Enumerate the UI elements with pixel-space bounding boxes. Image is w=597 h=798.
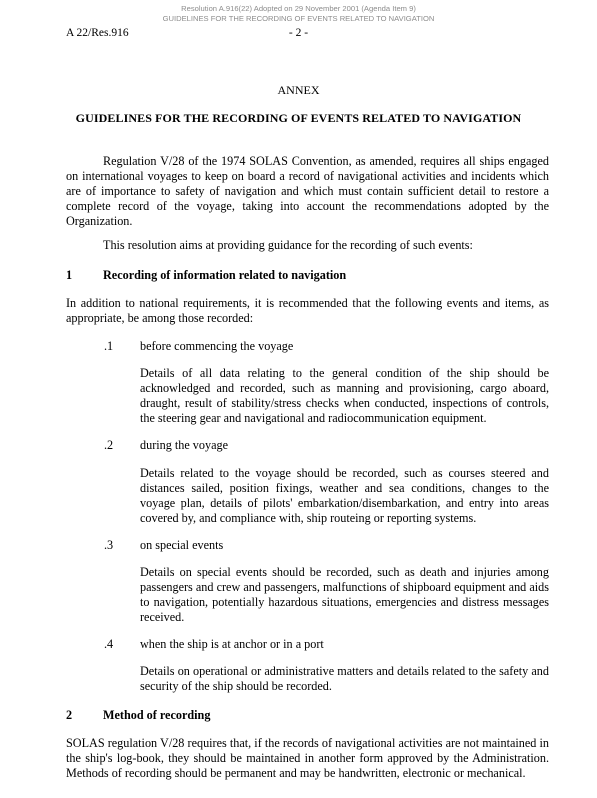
section-1-intro: In addition to national requirements, it is recommended that the following events and items, as appropriate, be among those recorded:	[66, 296, 549, 325]
item-1-title: before commencing the voyage	[140, 339, 294, 353]
section-2-number: 2	[66, 708, 73, 722]
page-number: - 2 -	[288, 27, 309, 39]
header-resolution-line: Resolution A.916(22) Adopted on 29 November 2001 (Agenda Item 9)	[181, 4, 416, 13]
item-3-text: Details on special events should be recorded, such as death and injuries among passengers and crew and passengers, malfunctions of shipboard equipment and aids to navigation, potentially hazardous situations, emergencies and distress messages received.	[140, 565, 549, 624]
section-2-heading: Method of recording	[103, 708, 211, 722]
item-4-number: .4	[104, 637, 114, 651]
item-1-number: .1	[104, 339, 114, 353]
item-2-number: .2	[104, 438, 114, 452]
item-1-text: Details of all data relating to the general condition of the ship should be acknowledged and recorded, such as manning and provisioning, cargo aboard, draught, result of stability/stress checks when conducted, inspections of controls, the steering gear and navigational and radiocommunication equipment.	[140, 366, 549, 425]
item-4-title: when the ship is at anchor or in a port	[140, 637, 324, 651]
intro-paragraph: Regulation V/28 of the 1974 SOLAS Convention, as amended, requires all ships engaged on international voyages to keep on board a record of navigational activities and incidents which are of importance to safety of navigation and which must contain sufficient detail to restore a complete record of the voyage, taking into account the recommendations adopted by the Organization.	[66, 154, 549, 228]
section-2-text: SOLAS regulation V/28 requires that, if the records of navigational activities are not maintained in the ship's log-book, they should be maintained in another form approved by the Administration. Methods of recording should be permanent and may be handwritten, electronic or mechanical.	[66, 736, 549, 780]
item-3-number: .3	[104, 538, 114, 552]
item-2-text: Details related to the voyage should be recorded, such as courses steered and distances sailed, position fixings, weather and sea conditions, changes to the voyage plan, details of pilots' embarkation/disembarkation, and entry into areas covered by, and compliance with, ship routeing or reporting systems.	[140, 466, 549, 525]
header-title-line: GUIDELINES FOR THE RECORDING OF EVENTS RELATED TO NAVIGATION	[162, 14, 435, 23]
item-3-title: on special events	[140, 538, 224, 552]
item-4-text: Details on operational or administrative matters and details related to the safety and security of the ship should be recorded.	[140, 664, 549, 693]
document-title: GUIDELINES FOR THE RECORDING OF EVENTS RELATED TO NAVIGATION	[75, 111, 522, 125]
document-reference: A 22/Res.916	[66, 27, 129, 39]
section-1-number: 1	[66, 268, 73, 282]
item-2-title: during the voyage	[140, 438, 228, 452]
intro-aim-paragraph: This resolution aims at providing guidance for the recording of such events:	[103, 238, 473, 252]
section-1-heading: Recording of information related to navigation	[103, 268, 347, 282]
annex-label: ANNEX	[277, 83, 320, 97]
